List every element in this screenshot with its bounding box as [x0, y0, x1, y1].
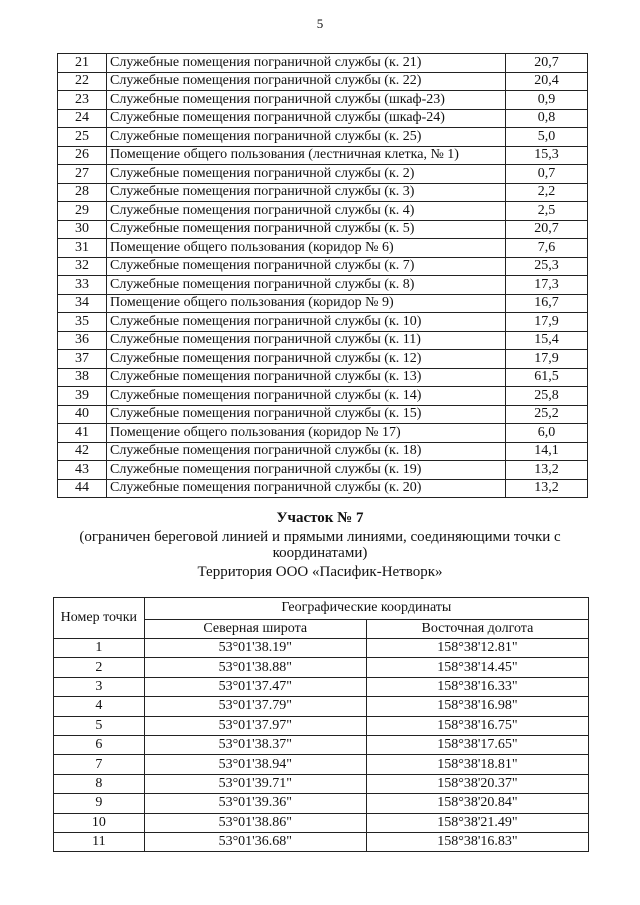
room-number: 39 — [58, 387, 107, 406]
room-name: Помещение общего пользования (коридор № 17) — [107, 424, 506, 443]
rooms-table-body — [58, 54, 588, 498]
table-row — [58, 128, 588, 147]
room-area: 61,5 — [506, 368, 588, 387]
point-longitude: 158°38'16.33" — [366, 677, 588, 696]
room-name: Служебные помещения пограничной службы (к. 11) — [107, 331, 506, 350]
table-row — [54, 832, 589, 851]
room-name: Служебные помещения пограничной службы (к. 13) — [107, 368, 506, 387]
room-area: 13,2 — [506, 461, 588, 480]
point-latitude: 53°01'38.86" — [144, 813, 366, 832]
table-row — [58, 202, 588, 221]
room-area: 20,7 — [506, 220, 588, 239]
room-area: 20,7 — [506, 54, 588, 73]
table-row — [58, 294, 588, 313]
point-number: 9 — [54, 794, 145, 813]
room-name: Служебные помещения пограничной службы (к. 2) — [107, 165, 506, 184]
point-longitude: 158°38'14.45" — [366, 658, 588, 677]
room-number: 43 — [58, 461, 107, 480]
room-area: 5,0 — [506, 128, 588, 147]
point-latitude: 53°01'39.71" — [144, 774, 366, 793]
table-row — [58, 424, 588, 443]
room-name: Служебные помещения пограничной службы (к. 14) — [107, 387, 506, 406]
room-area: 15,3 — [506, 146, 588, 165]
point-number: 2 — [54, 658, 145, 677]
room-number: 23 — [58, 91, 107, 110]
room-name: Помещение общего пользования (коридор № 6) — [107, 239, 506, 258]
table-row — [58, 72, 588, 91]
room-number: 32 — [58, 257, 107, 276]
point-number: 1 — [54, 639, 145, 658]
room-name: Помещение общего пользования (лестничная клетка, № 1) — [107, 146, 506, 165]
coordinates-table — [53, 597, 589, 852]
point-latitude: 53°01'37.79" — [144, 697, 366, 716]
room-number: 29 — [58, 202, 107, 221]
room-area: 0,7 — [506, 165, 588, 184]
table-row — [54, 755, 589, 774]
room-name: Служебные помещения пограничной службы (к. 12) — [107, 350, 506, 369]
room-number: 44 — [58, 479, 107, 498]
point-latitude: 53°01'37.97" — [144, 716, 366, 735]
room-area: 17,9 — [506, 350, 588, 369]
room-area: 0,8 — [506, 109, 588, 128]
room-name: Служебные помещения пограничной службы (к. 25) — [107, 128, 506, 147]
room-name: Служебные помещения пограничной службы (к. 21) — [107, 54, 506, 73]
point-number: 3 — [54, 677, 145, 696]
room-number: 26 — [58, 146, 107, 165]
table-row — [58, 165, 588, 184]
section-subtitle: (ограничен береговой линией и прямыми линиями, соединяющими точки с координатами) — [79, 529, 561, 561]
point-longitude: 158°38'16.75" — [366, 716, 588, 735]
room-area: 25,3 — [506, 257, 588, 276]
coordinates-table-body — [54, 639, 589, 852]
room-name: Служебные помещения пограничной службы (к. 7) — [107, 257, 506, 276]
room-name: Служебные помещения пограничной службы (шкаф-23) — [107, 91, 506, 110]
room-number: 41 — [58, 424, 107, 443]
room-name: Служебные помещения пограничной службы (к. 18) — [107, 442, 506, 461]
room-name: Служебные помещения пограничной службы (к. 5) — [107, 220, 506, 239]
room-name: Служебные помещения пограничной службы (к. 8) — [107, 276, 506, 295]
point-longitude: 158°38'16.83" — [366, 832, 588, 851]
point-latitude: 53°01'36.68" — [144, 832, 366, 851]
point-latitude: 53°01'38.88" — [144, 658, 366, 677]
header-longitude: Восточная долгота — [366, 619, 588, 638]
table-row — [54, 716, 589, 735]
table-row — [58, 479, 588, 498]
room-area: 7,6 — [506, 239, 588, 258]
point-number: 8 — [54, 774, 145, 793]
table-row — [58, 313, 588, 332]
section-title: Участок № 7 — [276, 510, 364, 526]
table-row — [58, 387, 588, 406]
room-name: Служебные помещения пограничной службы (шкаф-24) — [107, 109, 506, 128]
room-number: 24 — [58, 109, 107, 128]
table-row — [58, 368, 588, 387]
table-row — [58, 257, 588, 276]
room-area: 15,4 — [506, 331, 588, 350]
point-longitude: 158°38'21.49" — [366, 813, 588, 832]
table-row — [58, 109, 588, 128]
room-area: 20,4 — [506, 72, 588, 91]
room-number: 38 — [58, 368, 107, 387]
table-row — [54, 658, 589, 677]
point-longitude: 158°38'17.65" — [366, 735, 588, 754]
room-area: 6,0 — [506, 424, 588, 443]
room-area: 2,2 — [506, 183, 588, 202]
header-point-number: Номер точки — [54, 598, 145, 639]
room-area: 0,9 — [506, 91, 588, 110]
point-longitude: 158°38'16.98" — [366, 697, 588, 716]
room-number: 27 — [58, 165, 107, 184]
table-row — [54, 639, 589, 658]
room-number: 37 — [58, 350, 107, 369]
table-row — [54, 794, 589, 813]
room-name: Служебные помещения пограничной службы (к. 22) — [107, 72, 506, 91]
table-row — [58, 91, 588, 110]
room-area: 25,2 — [506, 405, 588, 424]
point-longitude: 158°38'20.84" — [366, 794, 588, 813]
point-latitude: 53°01'38.37" — [144, 735, 366, 754]
header-latitude: Северная широта — [144, 619, 366, 638]
room-name: Служебные помещения пограничной службы (к. 3) — [107, 183, 506, 202]
room-number: 31 — [58, 239, 107, 258]
room-number: 34 — [58, 294, 107, 313]
room-number: 30 — [58, 220, 107, 239]
point-number: 7 — [54, 755, 145, 774]
table-row — [58, 461, 588, 480]
room-name: Служебные помещения пограничной службы (к. 19) — [107, 461, 506, 480]
coordinates-table-header — [54, 598, 589, 639]
table-row — [58, 276, 588, 295]
room-area: 16,7 — [506, 294, 588, 313]
table-row — [58, 405, 588, 424]
table-row — [58, 54, 588, 73]
table-row — [58, 220, 588, 239]
room-name: Помещение общего пользования (коридор № 9) — [107, 294, 506, 313]
table-row — [54, 677, 589, 696]
room-number: 21 — [58, 54, 107, 73]
room-number: 40 — [58, 405, 107, 424]
room-number: 36 — [58, 331, 107, 350]
table-row — [58, 331, 588, 350]
room-number: 22 — [58, 72, 107, 91]
table-row — [58, 183, 588, 202]
table-row — [54, 813, 589, 832]
header-geo-coordinates: Географические координаты — [144, 598, 588, 620]
table-row — [54, 774, 589, 793]
table-row — [58, 350, 588, 369]
room-number: 35 — [58, 313, 107, 332]
section-territory: Территория ООО «Пасифик-Нетворк» — [197, 564, 443, 580]
point-number: 4 — [54, 697, 145, 716]
point-number: 11 — [54, 832, 145, 851]
point-longitude: 158°38'20.37" — [366, 774, 588, 793]
room-number: 42 — [58, 442, 107, 461]
room-number: 28 — [58, 183, 107, 202]
rooms-table — [57, 53, 588, 498]
point-number: 10 — [54, 813, 145, 832]
room-number: 25 — [58, 128, 107, 147]
table-row — [58, 146, 588, 165]
room-number: 33 — [58, 276, 107, 295]
table-row — [54, 735, 589, 754]
room-area: 13,2 — [506, 479, 588, 498]
point-latitude: 53°01'38.94" — [144, 755, 366, 774]
point-latitude: 53°01'37.47" — [144, 677, 366, 696]
room-area: 25,8 — [506, 387, 588, 406]
room-name: Служебные помещения пограничной службы (к. 4) — [107, 202, 506, 221]
table-row — [54, 697, 589, 716]
point-number: 5 — [54, 716, 145, 735]
room-area: 17,9 — [506, 313, 588, 332]
page-number: 5 — [316, 16, 324, 31]
room-area: 17,3 — [506, 276, 588, 295]
table-row — [58, 442, 588, 461]
room-name: Служебные помещения пограничной службы (к. 20) — [107, 479, 506, 498]
point-longitude: 158°38'18.81" — [366, 755, 588, 774]
point-latitude: 53°01'38.19" — [144, 639, 366, 658]
table-row — [58, 239, 588, 258]
point-number: 6 — [54, 735, 145, 754]
point-longitude: 158°38'12.81" — [366, 639, 588, 658]
room-area: 14,1 — [506, 442, 588, 461]
point-latitude: 53°01'39.36" — [144, 794, 366, 813]
room-area: 2,5 — [506, 202, 588, 221]
room-name: Служебные помещения пограничной службы (к. 15) — [107, 405, 506, 424]
room-name: Служебные помещения пограничной службы (к. 10) — [107, 313, 506, 332]
